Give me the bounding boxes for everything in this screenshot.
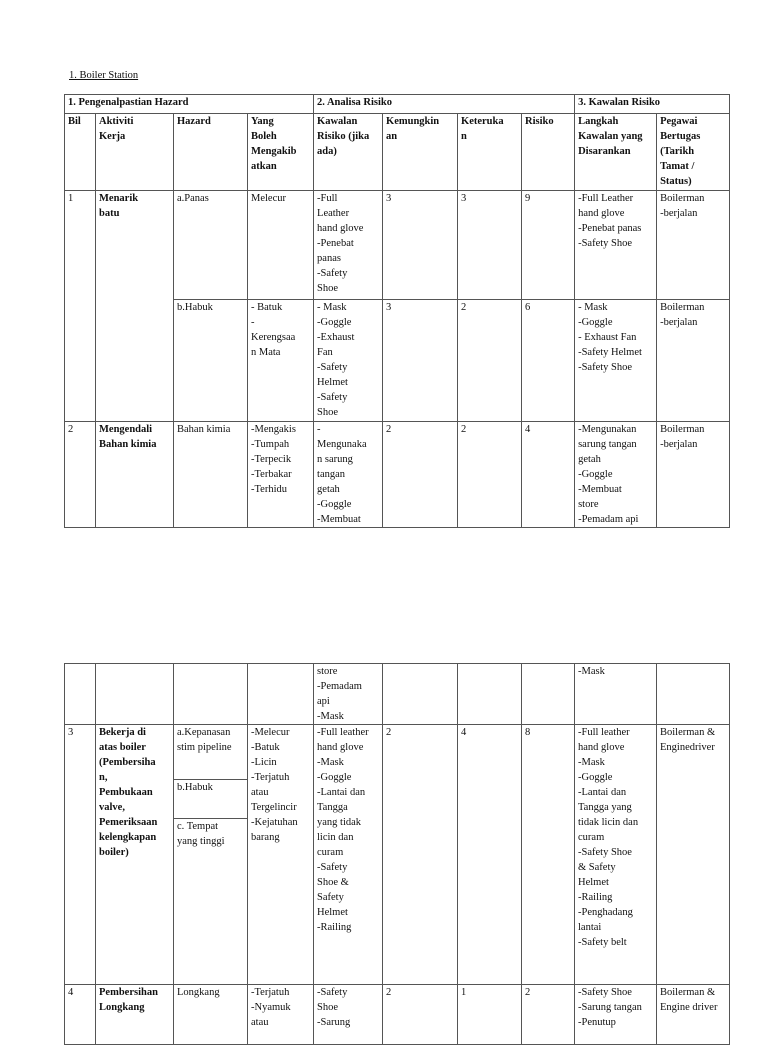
column-header-row <box>65 114 730 191</box>
row2-kawalan: - Mengunaka n sarung tangan getah -Goggle -Membuat <box>317 424 367 525</box>
group-header-identification: 1. Pengenalpastian Hazard <box>65 95 314 114</box>
row3-keterukan: 4 <box>461 727 467 738</box>
row4-kemungkinan: 2 <box>386 987 392 998</box>
row3-hazard-b: b.Habuk <box>177 782 213 793</box>
row3-risiko: 8 <box>525 727 531 738</box>
header-aktiviti: Aktiviti Kerja <box>99 116 134 142</box>
header-pegawai: Pegawai Bertugas (Tarikh Tamat / Status) <box>660 116 701 187</box>
row1b-yang: - Batuk - Kerengsaa n Mata <box>251 302 296 358</box>
row1b-hazard: b.Habuk <box>177 302 213 313</box>
row2-keterukan: 2 <box>461 424 467 435</box>
header-hazard: Hazard <box>177 116 211 127</box>
row2-bil: 2 <box>68 424 74 435</box>
row1b-pegawai: Boilerman -berjalan <box>660 302 705 328</box>
header-kemungkinan: Kemungkin an <box>386 116 440 142</box>
row2-risiko: 4 <box>525 424 531 435</box>
group-header-analysis: 2. Analisa Risiko <box>314 95 575 114</box>
row1a-yang: Melecur <box>251 193 286 204</box>
group-header-control: 3. Kawalan Risiko <box>575 95 730 114</box>
table-row <box>65 664 730 725</box>
row1b-risiko: 6 <box>525 302 531 313</box>
row4-langkah: -Safety Shoe -Sarung tangan -Penutup <box>578 987 642 1028</box>
row4-pegawai: Boilerman & Engine driver <box>660 987 718 1013</box>
row1a-pegawai: Boilerman -berjalan <box>660 193 705 219</box>
row2-pegawai: Boilerman -berjalan <box>660 424 705 450</box>
row3-bil: 3 <box>68 727 74 738</box>
row4-keterukan: 1 <box>461 987 467 998</box>
row1b-langkah: - Mask -Goggle - Exhaust Fan -Safety Helmet -Safety Shoe <box>578 302 642 373</box>
row1b-keterukan: 2 <box>461 302 467 313</box>
row1a-kawalan: -Full Leather hand glove -Penebat panas -Safety Shoe <box>317 193 364 294</box>
row2cont-kawalan: store -Pemadam api -Mask <box>317 666 362 722</box>
row1a-hazard: a.Panas <box>177 193 209 204</box>
hazard-table-page2 <box>64 663 730 1045</box>
row4-aktiviti: Pembersihan Longkang <box>99 987 158 1013</box>
table-row <box>65 985 730 1045</box>
group-header-row <box>65 95 730 114</box>
row2-hazard: Bahan kimia <box>177 424 231 435</box>
table-row <box>65 422 730 528</box>
row3-langkah: -Full leather hand glove -Mask -Goggle -Lantai dan Tangga yang tidak licin dan curam -Safety Shoe & Safety Helmet -Railing -Penghadang lantai -Safety belt <box>578 727 639 948</box>
header-risiko: Risiko <box>525 116 554 127</box>
row2cont-langkah: -Mask <box>578 666 605 677</box>
row4-risiko: 2 <box>525 987 531 998</box>
row1-bil: 1 <box>68 193 74 204</box>
row2-kemungkinan: 2 <box>386 424 392 435</box>
row3-aktiviti: Bekerja di atas boiler (Pembersiha n, Pembukaan valve, Pemeriksaan kelengkapan boiler) <box>99 727 158 858</box>
row3-yang: -Melecur -Batuk -Licin -Terjatuh atau Tergelincir -Kejatuhan barang <box>251 727 298 843</box>
table-row <box>65 725 730 985</box>
header-bil: Bil <box>68 116 81 127</box>
row4-hazard: Longkang <box>177 987 220 998</box>
row3-pegawai: Boilerman & Enginedriver <box>660 727 716 753</box>
row1a-kemungkinan: 3 <box>386 193 392 204</box>
row1a-langkah: -Full Leather hand glove -Penebat panas -Safety Shoe <box>578 193 642 249</box>
table-row <box>65 191 730 300</box>
row1a-keterukan: 3 <box>461 193 467 204</box>
row4-bil: 4 <box>68 987 74 998</box>
header-kawalan: Kawalan Risiko (jika ada) <box>317 116 370 157</box>
row3-hazard-c: c. Tempat yang tinggi <box>177 821 225 847</box>
row1-aktiviti: Menarik batu <box>99 193 139 219</box>
row3-kawalan: -Full leather hand glove -Mask -Goggle -Lantai dan Tangga yang tidak licin dan curam -Safety Shoe & Safety Helmet -Railing <box>317 727 369 933</box>
hazard-table-page1 <box>64 94 730 528</box>
header-yang-boleh: Yang Boleh Mengakib atkan <box>251 116 297 172</box>
row2-aktiviti: Mengendali Bahan kimia <box>99 424 157 450</box>
header-keterukan: Keteruka n <box>461 116 504 142</box>
row4-kawalan: -Safety Shoe -Sarung <box>317 987 351 1028</box>
row4-yang: -Terjatuh -Nyamuk atau <box>251 987 291 1028</box>
row2-langkah: -Mengunakan sarung tangan getah -Goggle -Membuat store -Pemadam api <box>578 424 639 525</box>
section-title: 1. Boiler Station <box>69 70 139 81</box>
row1a-risiko: 9 <box>525 193 531 204</box>
row2-yang: -Mengakis -Tumpah -Terpecik -Terbakar -Terhidu <box>251 424 296 495</box>
row1b-kawalan: - Mask -Goggle -Exhaust Fan -Safety Helmet -Safety Shoe <box>317 302 355 418</box>
row3-hazard-a: a.Kepanasan stim pipeline <box>177 727 232 753</box>
header-langkah: Langkah Kawalan yang Disarankan <box>578 116 643 157</box>
row1b-kemungkinan: 3 <box>386 302 392 313</box>
row3-kemungkinan: 2 <box>386 727 392 738</box>
